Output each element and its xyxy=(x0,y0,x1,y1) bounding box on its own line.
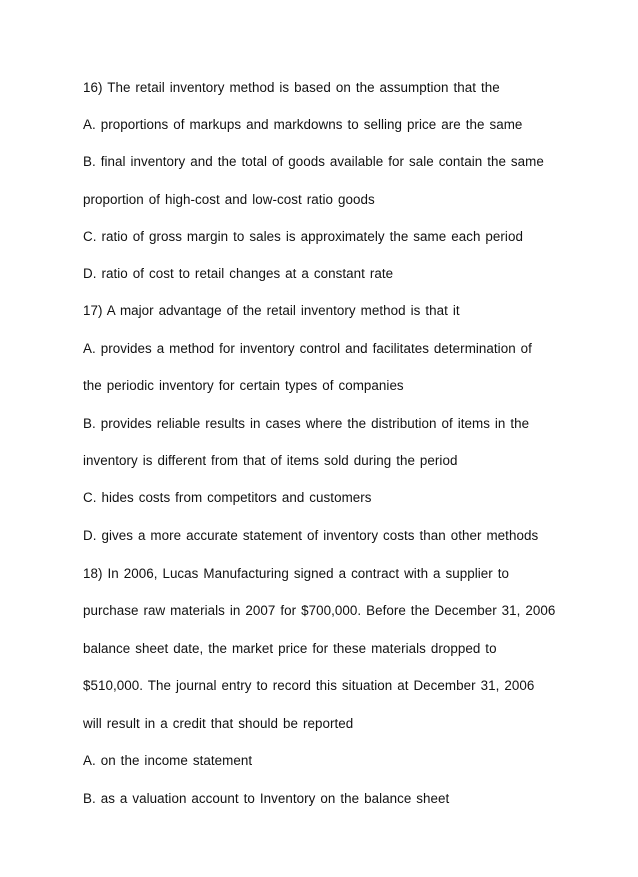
question-17-option-b-line-2: inventory is different from that of items sold during the period xyxy=(83,453,458,468)
question-17-option-a-line-1: A. provides a method for inventory control and facilitates determination of xyxy=(83,341,532,356)
question-18-stem-line-3: balance sheet date, the market price for these materials dropped to xyxy=(83,641,497,656)
question-18-option-a: A. on the income statement xyxy=(83,753,253,768)
question-17-option-d: D. gives a more accurate statement of inventory costs than other methods xyxy=(83,528,539,543)
question-17-option-b-line-1: B. provides reliable results in cases where the distribution of items in the xyxy=(83,416,530,431)
question-16-option-b-line-1: B. final inventory and the total of goods available for sale contain the same xyxy=(83,154,544,169)
question-18-stem-line-1: 18) In 2006, Lucas Manufacturing signed a contract with a supplier to xyxy=(83,566,510,581)
question-16-stem: 16) The retail inventory method is based on the assumption that the xyxy=(83,80,500,95)
question-16-option-a: A. proportions of markups and markdowns to selling price are the same xyxy=(83,117,523,132)
question-18-stem-line-5: will result in a credit that should be reported xyxy=(83,716,354,731)
question-17-stem: 17) A major advantage of the retail inventory method is that it xyxy=(83,303,460,318)
question-16-option-c: C. ratio of gross margin to sales is approximately the same each period xyxy=(83,229,523,244)
question-18-stem-line-2: purchase raw materials in 2007 for $700,000. Before the December 31, 2006 xyxy=(83,603,556,618)
question-18-stem-line-4: $510,000. The journal entry to record this situation at December 31, 2006 xyxy=(83,678,535,693)
question-17-option-c: C. hides costs from competitors and customers xyxy=(83,490,372,505)
question-16-option-b-line-2: proportion of high-cost and low-cost ratio goods xyxy=(83,192,375,207)
question-17-option-a-line-2: the periodic inventory for certain types of companies xyxy=(83,378,404,393)
question-16-option-d: D. ratio of cost to retail changes at a constant rate xyxy=(83,266,394,281)
question-18-option-b: B. as a valuation account to Inventory on the balance sheet xyxy=(83,791,450,806)
